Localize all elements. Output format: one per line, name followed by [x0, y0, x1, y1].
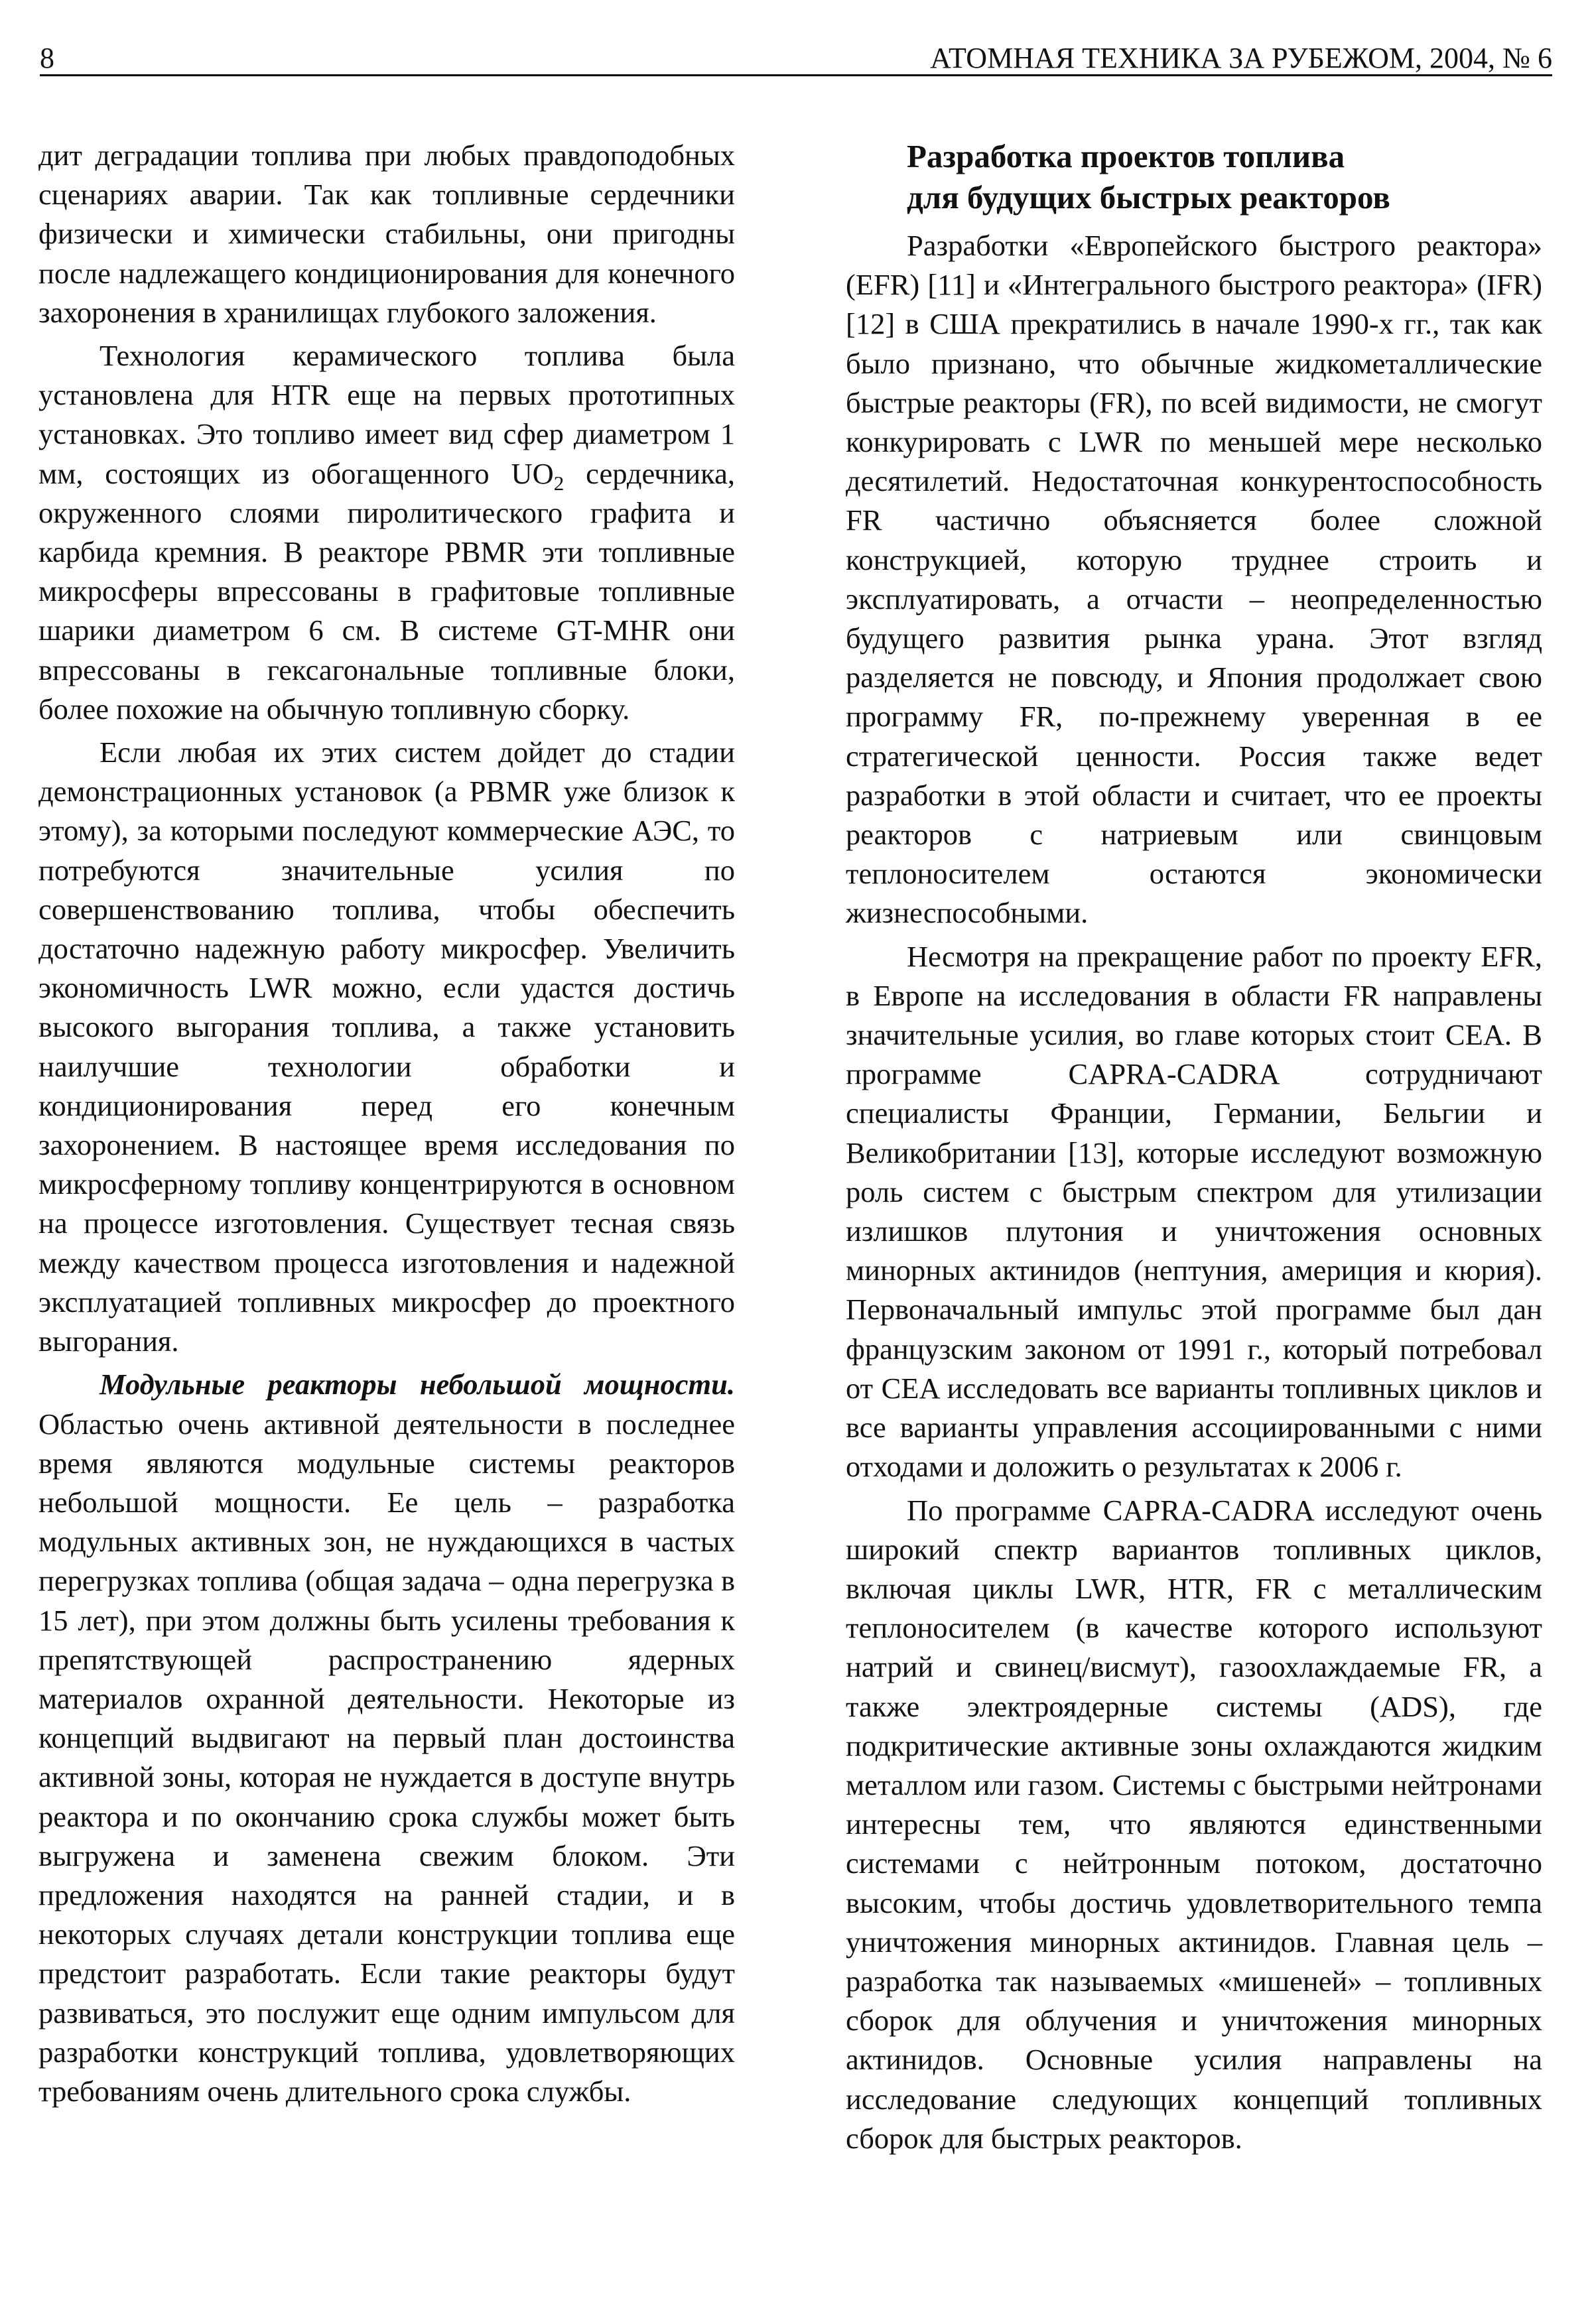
header-rule [40, 74, 1552, 76]
section-title [907, 136, 1542, 218]
right-paragraph-1: Разработки «Европейского быстрого реактора» (EFR) [11] и «Интегрального быстрого реактора» (IFR) [12] в США прекратились в начале 1990-х гг., так как было признано, что обычные жидкометаллические быстрые реакторы (FR), по всей видимости, не смогут конкурировать с LWR по меньшей мере несколько десятилетий. Недостаточная конкурентоспособность FR частично объясняется более сложной конструкцией, которую труднее строить и эксплуатировать, а отчасти – неопределенностью будущего развития рынка урана. Этот взгляд разделяется не повсюду, и Япония продолжает свою программу FR, по-прежнему уверенная в ее стратегической ценности. Россия также ведет разработки в этой области и считает, что ее проекты реакторов с натриевым или свинцовым теплоносителем остаются экономически жизнеспособными. [846, 229, 1542, 930]
run-in-heading: Модульные реакторы небольшой мощности. [100, 1368, 735, 1401]
right-paragraph-2: Несмотря на прекращение работ по проекту EFR, в Европе на исследования в области FR направлены значительные усилия, во главе которых стоит CEA. В программе CAPRA-CADRA сотрудничают специалисты Франции, Германии, Бельгии и Великобритании [13], которые исследуют возможную роль систем с быстрым спектром для утилизации излишков плутония и уничтожения основных минорных актинидов (нептуния, америция и кюрия). Первоначальный импульс этой программе был дан французским законом от 1991 г., который потребовал от CEA исследовать все варианты топливных циклов и все варианты управления ассоциированными с ними отходами и доложить о результатах к 2006 г. [846, 939, 1542, 1484]
section-title-line-2: для будущих быстрых реакторов [907, 179, 1390, 216]
right-column [846, 136, 1542, 2162]
section-title-line-1: Разработка проектов топлива [907, 138, 1345, 174]
right-paragraph-3: По программе CAPRA-CADRA исследуют очень широкий спектр вариантов топливных циклов, включая циклы LWR, HTR, FR с металлическим теплоносителем (в качестве которого используют натрий и свинец/висмут), газоохлаждаемые FR, а также электроядерные системы (ADS), где подкритические активные зоны охлаждаются жидким металлом или газом. Системы с быстрыми нейтронами интересны тем, что являются единственными системами с нейтронным потоком, достаточно высоким, чтобы достичь удовлетворительного темпа уничтожения минорных актинидов. Главная цель – разработка так называемых «мишеней» – топливных сборок для облучения и уничтожения минорных актинидов. Основные усилия направлены на исследование следующих концепций топливных сборок для быстрых реакторов. [846, 1493, 1542, 2155]
journal-title: АТОМНАЯ ТЕХНИКА ЗА РУБЕЖОМ, 2004, № 6 [930, 42, 1552, 74]
left-p2-subscript: 2 [553, 471, 564, 495]
left-paragraph-3: Если любая их этих систем дойдет до стадии демонстрационных установок (а PBMR уже близок к этому), за которыми последуют коммерческие АЭС, то потребуются значительные усилия по совершенствованию топлива, чтобы обеспечить достаточно надежную работу микросфер. Увеличить экономичность LWR можно, если удастся достичь высокого выгорания топлива, а также установить наилучшие технологии обработки и кондиционирования перед его конечным захоронением. В настоящее время исследования по микросферному топливу концентрируются в основном на процессе изготовления. Существует тесная связь между качеством процесса изготовления и надежной эксплуатацией топливных микросфер до проектного выгорания. [38, 736, 735, 1358]
left-column [38, 136, 735, 2115]
left-paragraph-2 [38, 336, 735, 729]
left-paragraph-4 [38, 1365, 735, 2111]
left-p2-text-a: Технология керамического топлива была установлена для HTR еще на первых прототипных установках. Это топливо имеет вид сфер диаметром 1 мм, состоящих из обогащенного UO [38, 339, 735, 490]
running-header [40, 27, 1552, 73]
left-p2-text-b: сердечника, окруженного слоями пиролитического графита и карбида кремния. В реакторе PBMR эти топливные микросферы впрессованы в графитовые топливные шарики диаметром 6 см. В системе GT-MHR они впрессованы в гексагональные топливные блоки, более похожие на обычную топливную сборку. [38, 456, 736, 726]
left-paragraph-1: дит деградации топлива при любых правдоподобных сценариях аварии. Так как топливные сердечники физически и химически стабильны, они пригодны после надлежащего кондиционирования для конечного захоронения в хранилищах глубокого заложения. [38, 139, 735, 329]
page-number: 8 [40, 42, 54, 74]
left-p4-text: Областью очень активной деятельности в последнее время являются модульные системы реакторов небольшой мощности. Ее цель – разработка модульных активных зон, не нуждающихся в частых перегрузках топлива (общая задача – одна перегрузка в 15 лет), при этом должны быть усилены требования к препятствующей распространению ядерных материалов охранной деятельности. Некоторые из концепций выдвигают на первый план достоинства активной зоны, которая не нуждается в доступе внутрь реактора и по окончанию срока службы может быть выгружена и заменена свежим блоком. Эти предложения находятся на ранней стадии, и в некоторых случаях детали конструкции топлива еще предстоит разработать. Если такие реакторы будут развиваться, это послужит еще одним импульсом для разработки конструкций топлива, удовлетворяющих требованиям очень длительного срока службы. [38, 1407, 735, 2108]
